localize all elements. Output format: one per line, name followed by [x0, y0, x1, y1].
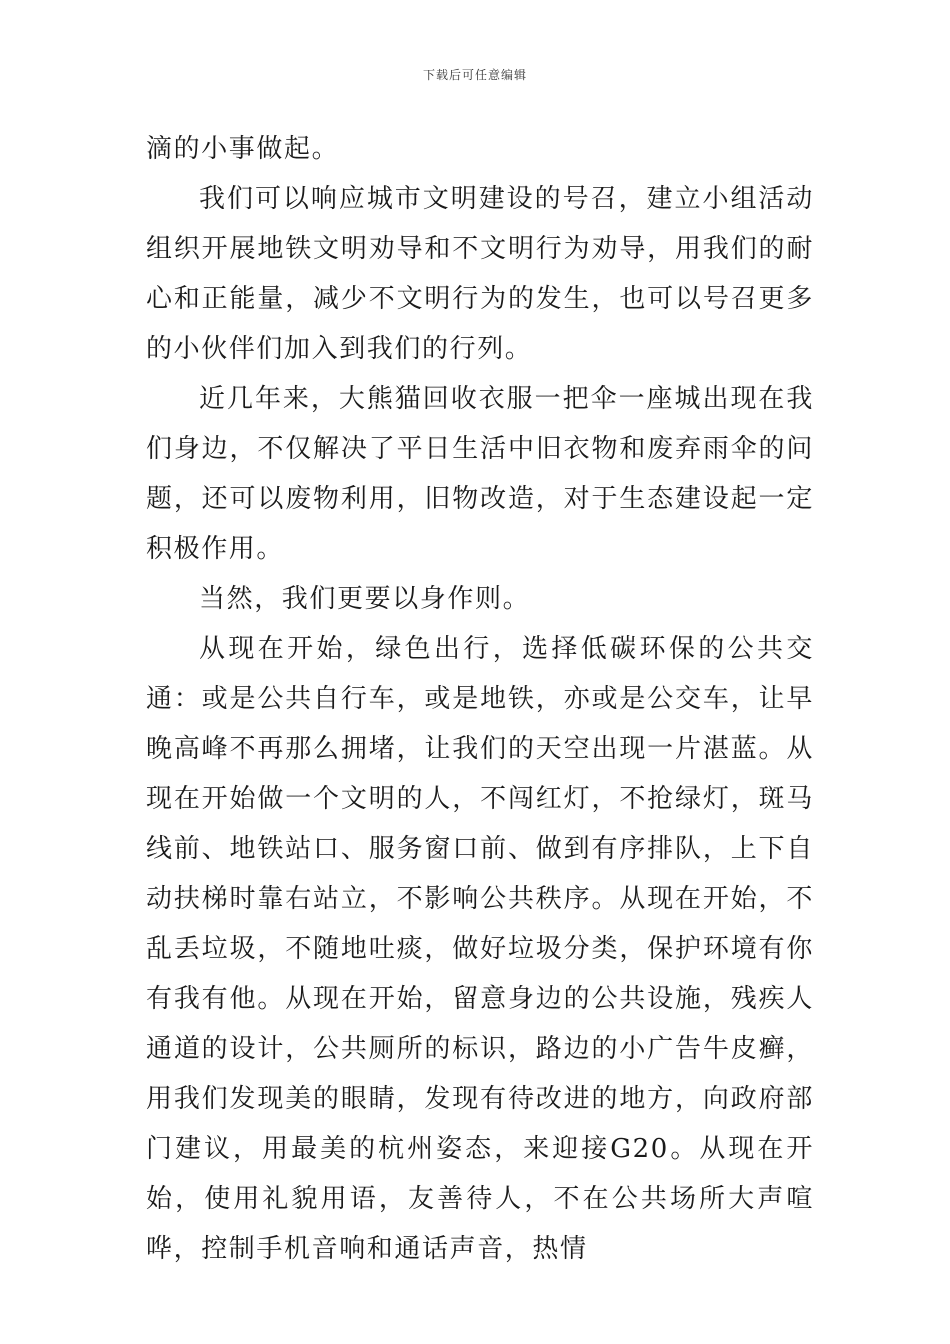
document-body	[146, 124, 814, 1274]
paragraph-civilization-campaign: 我们可以响应城市文明建设的号召，建立小组活动组织开展地铁文明劝导和不文明行为劝导，用我们的耐心和正能量，减少不文明行为的发生，也可以号召更多的小伙伴们加入到我们的行列。	[146, 184, 814, 364]
paragraph-recycling: 近几年来，大熊猫回收衣服一把伞一座城出现在我们身边，不仅解决了平日生活中旧衣物和废弃雨伞的问题，还可以废物利用，旧物改造，对于生态建设起一定积极作用。	[146, 384, 814, 564]
page-header: 下载后可任意编辑	[422, 68, 527, 82]
paragraph-continuation: 滴的小事做起。	[146, 134, 340, 164]
paragraph-start-now: 从现在开始，绿色出行，选择低碳环保的公共交通：或是公共自行车，或是地铁，亦或是公交车，让早晚高峰不再那么拥堵，让我们的天空出现一片湛蓝。从现在开始做一个文明的人，不闯红灯，不抢绿灯，斑马线前、地铁站口、服务窗口前、做到有序排队，上下自动扶梯时靠右站立，不影响公共秩序。从现在开始，不乱丢垃圾，不随地吐痰，做好垃圾分类，保护环境有你有我有他。从现在开始，留意身边的公共设施，残疾人通道的设计，公共厕所的标识，路边的小广告牛皮癣，用我们发现美的眼睛，发现有待改进的地方，向政府部门建议，用最美的杭州姿态，来迎接G20。从现在开始，使用礼貌用语，友善待人，不在公共场所大声喧哗，控制手机音响和通话声音，热情	[146, 634, 814, 1264]
paragraph-lead-by-example: 当然，我们更要以身作则。	[199, 584, 531, 614]
